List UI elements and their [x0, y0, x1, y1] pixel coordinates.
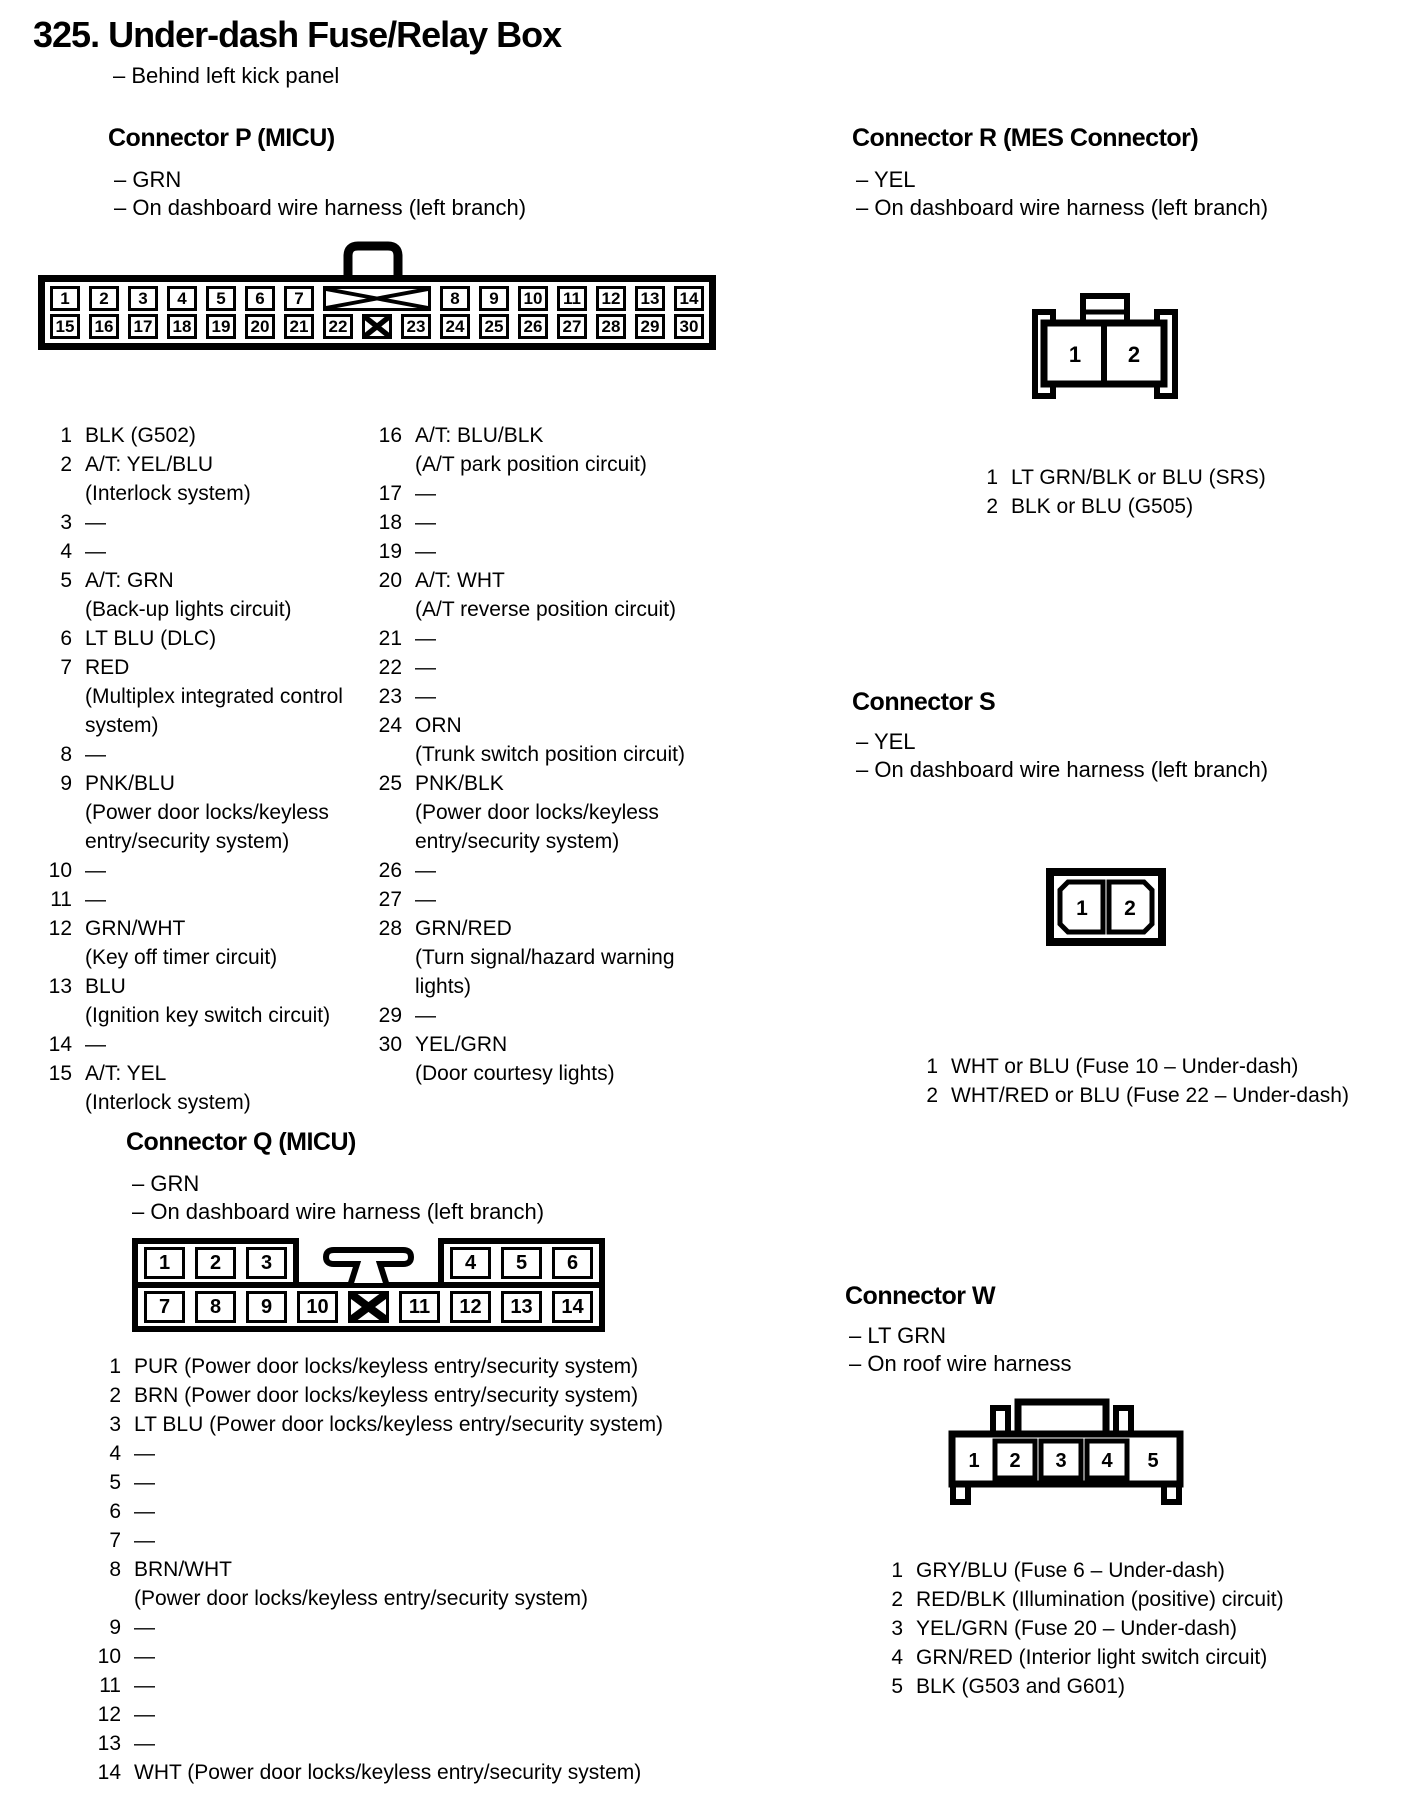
- pin-description: —: [134, 1616, 155, 1639]
- pin-cell-20: 20: [245, 314, 275, 339]
- pin-cell-5: 5: [206, 286, 236, 311]
- pin-cell-16: 16: [89, 314, 119, 339]
- pin-number: 2: [60, 453, 72, 476]
- pin-number: 8: [109, 1558, 121, 1581]
- pin-number: 24: [378, 714, 402, 737]
- pin-number: 15: [48, 1062, 72, 1085]
- pin-row: [865, 1643, 1284, 1672]
- pin-row: [30, 856, 343, 885]
- connector-p-body: [38, 275, 716, 350]
- pin-row: [30, 421, 343, 450]
- pin-cell-group: [438, 1238, 605, 1288]
- connector-s-heading: Connector S: [852, 688, 996, 716]
- pin-description: ORN (Trunk switch position circuit): [415, 714, 685, 766]
- pin-description: —: [415, 511, 436, 534]
- pin-description: —: [415, 482, 436, 505]
- pin-number: 5: [109, 1471, 121, 1494]
- pin-row: [30, 450, 343, 508]
- connector-q-bottom-row: [132, 1282, 605, 1332]
- pin-row: [318, 1030, 685, 1088]
- pin-number: 6: [109, 1500, 121, 1523]
- pin-number: 21: [378, 627, 402, 650]
- pin-cell-group: [399, 1291, 593, 1323]
- pin-cell-27: 27: [557, 314, 587, 339]
- pin-number: 13: [48, 975, 72, 998]
- pin-row: [318, 769, 685, 856]
- pin-row: [960, 463, 1266, 492]
- connector-w-diagram: [948, 1396, 1184, 1508]
- pin-description: BRN (Power door locks/keyless entry/security system): [134, 1384, 639, 1407]
- connector-r-note: – YEL: [856, 167, 916, 192]
- pin-row: [865, 1556, 1284, 1585]
- blocked-pin-icon: [362, 314, 392, 339]
- pin-cell-11: 11: [399, 1291, 440, 1323]
- pin-description: LT BLU (Power door locks/keyless entry/security system): [134, 1413, 664, 1436]
- pin-row: [30, 972, 343, 1030]
- pin-number: 28: [378, 917, 402, 940]
- pin-number: 18: [378, 511, 402, 534]
- pin-cell-14: 14: [552, 1291, 593, 1323]
- connector-p-heading: Connector P (MICU): [108, 124, 335, 152]
- pin-row: [30, 885, 343, 914]
- pin-description: —: [134, 1703, 155, 1726]
- pin-number: 3: [891, 1617, 903, 1640]
- connector-w-note: – LT GRN: [849, 1323, 946, 1348]
- pin-number: 23: [378, 685, 402, 708]
- pin-cell-1: 1: [50, 286, 80, 311]
- pin-cell-3: 3: [246, 1247, 287, 1279]
- pin-description: YEL/GRN (Door courtesy lights): [415, 1033, 615, 1085]
- connector-w-pin-list: [865, 1556, 1284, 1701]
- connector-r-pin-list: [960, 463, 1266, 521]
- pin-cell-9: 9: [479, 286, 509, 311]
- connector-w-cell-3: 3: [1055, 1450, 1067, 1472]
- pin-number: 1: [109, 1355, 121, 1378]
- pin-number: 12: [48, 917, 72, 940]
- pin-row: [318, 1001, 685, 1030]
- connector-r-cell-2: 2: [1127, 342, 1141, 367]
- pin-row: [85, 1526, 663, 1555]
- pin-row: [900, 1081, 1349, 1110]
- pin-number: 25: [378, 772, 402, 795]
- pin-row: [318, 421, 685, 479]
- pin-cell-13: 13: [635, 286, 665, 311]
- connector-p-pin-list-right: [318, 421, 685, 1088]
- pin-description: —: [415, 627, 436, 650]
- pin-description: PNK/BLK (Power door locks/keyless entry/security system): [415, 772, 659, 853]
- connector-q-note: – On dashboard wire harness (left branch): [132, 1199, 545, 1224]
- pin-cell-25: 25: [479, 314, 509, 339]
- pin-cell-12: 12: [450, 1291, 491, 1323]
- connector-p-note: – GRN: [114, 167, 182, 192]
- pin-description: —: [415, 859, 436, 882]
- pin-cell-24: 24: [440, 314, 470, 339]
- pin-cell-group: [132, 1238, 299, 1288]
- pin-description: YEL/GRN (Fuse 20 – Under-dash): [916, 1617, 1237, 1640]
- pin-row: [318, 653, 685, 682]
- pin-number: 12: [97, 1703, 121, 1726]
- pin-row: [85, 1729, 663, 1758]
- pin-number: 11: [50, 888, 72, 911]
- blocked-pin-icon: [323, 286, 431, 311]
- pin-row: [318, 537, 685, 566]
- pin-row: [85, 1468, 663, 1497]
- pin-description: —: [134, 1732, 155, 1755]
- pin-row: [318, 885, 685, 914]
- pin-row: [85, 1497, 663, 1526]
- pin-description: —: [415, 656, 436, 679]
- pin-cell-5: 5: [501, 1247, 542, 1279]
- connector-w-cell-5: 5: [1147, 1450, 1159, 1472]
- pin-cell-22: 22: [323, 314, 353, 339]
- pin-description: BLK (G503 and G601): [916, 1675, 1125, 1698]
- connector-p-pin-list-left: [30, 421, 343, 1117]
- pin-number: 11: [99, 1674, 121, 1697]
- pin-description: A/T: BLU/BLK (A/T park position circuit): [415, 424, 647, 476]
- connector-s-cell-1: 1: [1076, 897, 1088, 920]
- pin-number: 4: [60, 540, 72, 563]
- pin-number: 5: [60, 569, 72, 592]
- pin-cell-9: 9: [246, 1291, 287, 1323]
- pin-cell-4: 4: [450, 1247, 491, 1279]
- pin-number: 1: [926, 1055, 938, 1078]
- pin-number: 2: [926, 1084, 938, 1107]
- pin-description: —: [415, 888, 436, 911]
- pin-cell-1: 1: [144, 1247, 185, 1279]
- pin-cell-7: 7: [284, 286, 314, 311]
- pin-description: GRN/RED (Interior light switch circuit): [916, 1646, 1268, 1669]
- pin-cell-6: 6: [552, 1247, 593, 1279]
- pin-row: [30, 566, 343, 624]
- pin-cell-group: [401, 314, 704, 339]
- pin-description: A/T: WHT (A/T reverse position circuit): [415, 569, 677, 621]
- pin-row: [85, 1700, 663, 1729]
- pin-row: [318, 711, 685, 769]
- pin-cell-7: 7: [144, 1291, 185, 1323]
- pin-description: RED/BLK (Illumination (positive) circuit): [916, 1588, 1284, 1611]
- pin-description: —: [134, 1529, 155, 1552]
- pin-description: LT BLU (DLC): [85, 627, 217, 650]
- pin-cell-2: 2: [89, 286, 119, 311]
- pin-cell-13: 13: [501, 1291, 542, 1323]
- pin-cell-4: 4: [167, 286, 197, 311]
- pin-description: —: [85, 1033, 106, 1056]
- pin-description: A/T: YEL (Interlock system): [85, 1062, 251, 1114]
- pin-cell-8: 8: [440, 286, 470, 311]
- connector-r-diagram: [1030, 292, 1180, 404]
- pin-cell-17: 17: [128, 314, 158, 339]
- pin-cell-18: 18: [167, 314, 197, 339]
- connector-s-pin-list: [900, 1052, 1349, 1110]
- pin-row: [30, 769, 343, 856]
- pin-row: [85, 1613, 663, 1642]
- pin-row: [30, 740, 343, 769]
- pin-description: —: [134, 1674, 155, 1697]
- pin-row: [85, 1352, 663, 1381]
- connector-q-note: – GRN: [132, 1171, 200, 1196]
- connector-q-pin-list: [85, 1352, 663, 1787]
- connector-s-note: – On dashboard wire harness (left branch): [856, 757, 1269, 782]
- pin-description: —: [134, 1645, 155, 1668]
- pin-cell-8: 8: [195, 1291, 236, 1323]
- pin-number: 1: [60, 424, 72, 447]
- pin-cell-group: [50, 314, 362, 339]
- pin-row: [318, 508, 685, 537]
- pin-description: GRN/WHT (Key off timer circuit): [85, 917, 278, 969]
- pin-description: GRN/RED (Turn signal/hazard warning lights): [415, 917, 675, 998]
- pin-row: [30, 537, 343, 566]
- pin-number: 10: [48, 859, 72, 882]
- pin-row: [318, 856, 685, 885]
- pin-description: —: [134, 1442, 155, 1465]
- pin-row: [30, 508, 343, 537]
- pin-cell-19: 19: [206, 314, 236, 339]
- pin-number: 16: [378, 424, 402, 447]
- connector-p-note: – On dashboard wire harness (left branch): [114, 195, 527, 220]
- pin-cell-29: 29: [635, 314, 665, 339]
- pin-description: —: [85, 888, 106, 911]
- pin-description: —: [415, 540, 436, 563]
- pin-cell-group: [144, 1291, 348, 1323]
- pin-number: 13: [97, 1732, 121, 1755]
- pin-row: [960, 492, 1266, 521]
- pin-number: 4: [891, 1646, 903, 1669]
- pin-description: WHT (Power door locks/keyless entry/security system): [134, 1761, 642, 1784]
- pin-cell-6: 6: [245, 286, 275, 311]
- pin-number: 17: [378, 482, 402, 505]
- pin-cell-3: 3: [128, 286, 158, 311]
- connector-s-diagram: [1046, 868, 1166, 946]
- pin-number: 2: [986, 495, 998, 518]
- connector-w-cell-1: 1: [968, 1450, 980, 1472]
- pin-number: 1: [891, 1559, 903, 1582]
- pin-row: [30, 653, 343, 740]
- pin-cell-11: 11: [557, 286, 587, 311]
- pin-description: A/T: YEL/BLU (Interlock system): [85, 453, 251, 505]
- pin-number: 9: [60, 772, 72, 795]
- pin-row: [865, 1585, 1284, 1614]
- connector-s-note: – YEL: [856, 729, 916, 754]
- pin-cell-21: 21: [284, 314, 314, 339]
- pin-row: [30, 624, 343, 653]
- pin-cell-group: [50, 286, 323, 311]
- pin-row: [318, 566, 685, 624]
- pin-row: [85, 1671, 663, 1700]
- pin-description: A/T: GRN (Back-up lights circuit): [85, 569, 292, 621]
- connector-w-cell-2: 2: [1009, 1450, 1021, 1472]
- pin-cell-23: 23: [401, 314, 431, 339]
- pin-number: 27: [378, 888, 402, 911]
- pin-row: [30, 1059, 343, 1117]
- pin-description: LT GRN/BLK or BLU (SRS): [1011, 466, 1266, 489]
- pin-description: PUR (Power door locks/keyless entry/security system): [134, 1355, 639, 1378]
- pin-description: BLK (G502): [85, 424, 196, 447]
- blocked-pin-icon: [348, 1291, 389, 1323]
- pin-number: 14: [48, 1033, 72, 1056]
- connector-r-note: – On dashboard wire harness (left branch): [856, 195, 1269, 220]
- pin-description: GRY/BLU (Fuse 6 – Under-dash): [916, 1559, 1225, 1582]
- pin-number: 29: [378, 1004, 402, 1027]
- pin-description: —: [85, 540, 106, 563]
- pin-description: —: [134, 1500, 155, 1523]
- pin-number: 30: [378, 1033, 402, 1056]
- connector-p-diagram: [38, 238, 716, 354]
- pin-description: WHT or BLU (Fuse 10 – Under-dash): [951, 1055, 1299, 1078]
- connector-s-cell-2: 2: [1124, 897, 1136, 920]
- pin-description: BLU (Ignition key switch circuit): [85, 975, 331, 1027]
- connector-r-heading: Connector R (MES Connector): [852, 124, 1199, 152]
- pin-row: [30, 914, 343, 972]
- pin-description: —: [85, 511, 106, 534]
- pin-row: [85, 1642, 663, 1671]
- pin-number: 26: [378, 859, 402, 882]
- pin-description: —: [134, 1471, 155, 1494]
- pin-number: 20: [378, 569, 402, 592]
- pin-row: [318, 624, 685, 653]
- pin-number: 6: [60, 627, 72, 650]
- pin-cell-group: [440, 286, 704, 311]
- page-title: 325. Under-dash Fuse/Relay Box: [33, 14, 562, 55]
- pin-cell-26: 26: [518, 314, 548, 339]
- pin-cell-12: 12: [596, 286, 626, 311]
- pin-number: 3: [109, 1413, 121, 1436]
- pin-cell-2: 2: [195, 1247, 236, 1279]
- pin-row: [85, 1381, 663, 1410]
- pin-cell-15: 15: [50, 314, 80, 339]
- pin-description: WHT/RED or BLU (Fuse 22 – Under-dash): [951, 1084, 1349, 1107]
- pin-number: 2: [891, 1588, 903, 1611]
- pin-description: —: [85, 743, 106, 766]
- pin-row: [85, 1410, 663, 1439]
- pin-number: 9: [109, 1616, 121, 1639]
- connector-q-diagram: [132, 1238, 605, 1332]
- pin-row: [318, 479, 685, 508]
- pin-number: 1: [986, 466, 998, 489]
- pin-cell-30: 30: [674, 314, 704, 339]
- pin-row: [85, 1758, 663, 1787]
- connector-q-heading: Connector Q (MICU): [126, 1128, 356, 1156]
- pin-description: —: [85, 859, 106, 882]
- pin-number: 5: [891, 1675, 903, 1698]
- pin-cell-28: 28: [596, 314, 626, 339]
- pin-row: [318, 682, 685, 711]
- pin-number: 14: [97, 1761, 121, 1784]
- pin-row: [318, 914, 685, 1001]
- connector-latch-icon: [322, 1240, 415, 1288]
- pin-cell-14: 14: [674, 286, 704, 311]
- pin-row: [85, 1555, 663, 1613]
- pin-number: 3: [60, 511, 72, 534]
- connector-r-cell-1: 1: [1068, 342, 1082, 367]
- pin-row: [30, 1030, 343, 1059]
- page-subtitle: – Behind left kick panel: [113, 63, 340, 88]
- pin-description: RED (Multiplex integrated control system): [85, 656, 343, 737]
- pin-number: 19: [378, 540, 402, 563]
- pin-row: [900, 1052, 1349, 1081]
- pin-row: [865, 1614, 1284, 1643]
- pin-number: 4: [109, 1442, 121, 1465]
- connector-w-cell-4: 4: [1101, 1450, 1113, 1472]
- pin-number: 8: [60, 743, 72, 766]
- pin-number: 2: [109, 1384, 121, 1407]
- pin-row: [865, 1672, 1284, 1701]
- pin-description: PNK/BLU (Power door locks/keyless entry/security system): [85, 772, 329, 853]
- pin-description: —: [415, 685, 436, 708]
- pin-description: BRN/WHT (Power door locks/keyless entry/security system): [134, 1558, 588, 1610]
- pin-row: [85, 1439, 663, 1468]
- pin-number: 10: [97, 1645, 121, 1668]
- pin-cell-10: 10: [297, 1291, 338, 1323]
- connector-w-note: – On roof wire harness: [849, 1351, 1072, 1376]
- connector-latch-icon: [333, 238, 413, 278]
- pin-number: 7: [60, 656, 72, 679]
- pin-number: 22: [378, 656, 402, 679]
- pin-description: BLK or BLU (G505): [1011, 495, 1194, 518]
- pin-number: 7: [109, 1529, 121, 1552]
- connector-w-heading: Connector W: [845, 1282, 996, 1310]
- pin-description: —: [415, 1004, 436, 1027]
- pin-cell-10: 10: [518, 286, 548, 311]
